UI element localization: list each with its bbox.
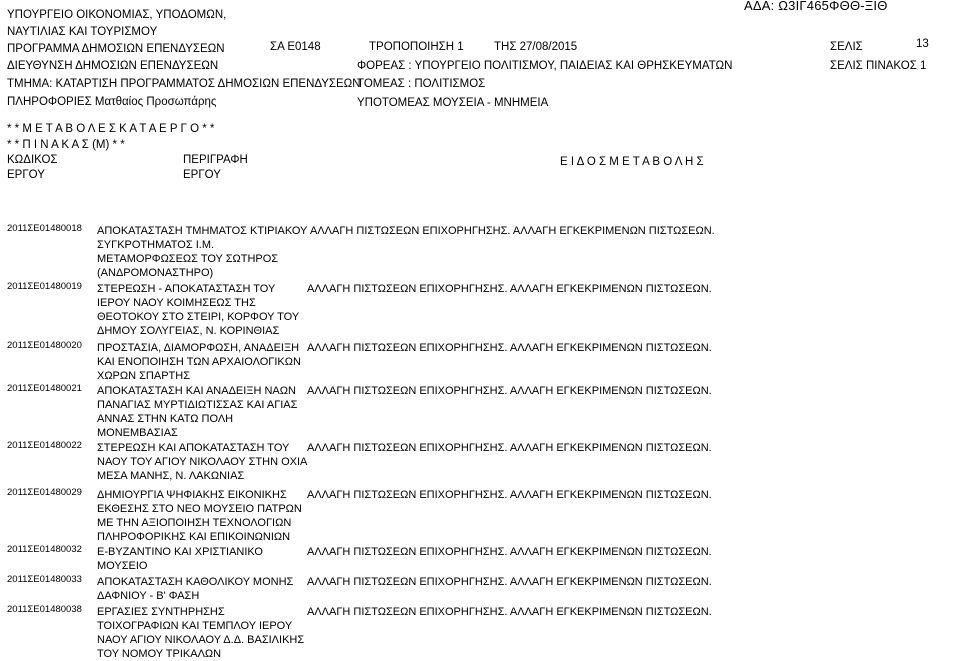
row-description-line: ΕΚΘΕΣΗΣ ΣΤΟ ΝΕΟ ΜΟΥΣΕΙΟ ΠΑΤΡΩΝ xyxy=(97,503,302,515)
row-code: 2011ΣΕ01480018 xyxy=(7,223,82,234)
row-description-line: ΕΡΓΑΣΙΕΣ ΣΥΝΤΗΡΗΣΗΣ xyxy=(97,606,225,618)
row-code: 2011ΣΕ01480021 xyxy=(7,383,82,394)
row-description-line: ΧΩΡΩΝ ΣΠΑΡΤΗΣ xyxy=(97,370,191,382)
sector-label: ΤΟΜΕΑΣ : ΠΟΛΙΤΙΣΜΟΣ xyxy=(357,78,486,90)
row-change-type: ΑΛΛΑΓΗ ΠΙΣΤΩΣΕΩΝ ΕΠΙΧΟΡΗΓΗΣΗΣ. ΑΛΛΑΓΗ ΕΓΚΕΚΡΙΜΕΝΩΝ ΠΙΣΤΩΣΕΩΝ. xyxy=(307,385,712,397)
row-description-line: ΤΟΥ ΝΟΜΟΥ ΤΡΙΚΑΛΩΝ xyxy=(97,648,222,660)
row-description xyxy=(97,545,263,573)
row-description-line: ΑΠΟΚΑΤΑΣΤΑΣΗ ΚΑΘΟΛΙΚΟΥ ΜΟΝΗΣ xyxy=(97,576,294,588)
row-description-line: ΝΑΟΥ ΤΟΥ ΑΓΙΟΥ ΝΙΚΟΛΑΟΥ ΣΤΗΝ ΟΧΙΑ xyxy=(97,456,308,468)
row-description-line: ΑΝΝΑΣ ΣΤΗΝ ΚΑΤΩ ΠΟΛΗ xyxy=(97,413,234,425)
row-description-line: ΔΗΜΙΟΥΡΓΙΑ ΨΗΦΙΑΚΗΣ ΕΙΚΟΝΙΚΗΣ xyxy=(97,489,287,501)
column-header-code-1: ΚΩΔΙΚΟΣ xyxy=(7,154,58,166)
row-description-line: ΣΤΕΡΕΩΣΗ ΚΑΙ ΑΠΟΚΑΤΑΣΤΑΣΗ ΤΟΥ xyxy=(97,442,290,454)
agency-label: ΦΟΡΕΑΣ : ΥΠΟΥΡΓΕΙΟ ΠΟΛΙΤΙΣΜΟΥ, ΠΑΙΔΕΙΑΣ ΚΑΙ ΘΡΗΣΚΕΥΜΑΤΩΝ xyxy=(357,60,733,72)
ministry-line-6: ΠΛΗΡΟΦΟΡΙΕΣ Ματθαίος Προσωπάρης xyxy=(7,96,217,108)
row-description xyxy=(97,341,301,383)
column-header-change: Ε Ι Δ Ο Σ Μ Ε Τ Α Β Ο Λ Η Σ xyxy=(560,156,704,168)
row-description xyxy=(97,605,304,661)
column-header-desc-1: ΠΕΡΙΓΡΑΦΗ xyxy=(183,154,248,166)
row-description-line: ΙΕΡΟΥ ΝΑΟΥ ΚΟΙΜΗΣΕΩΣ ΤΗΣ xyxy=(97,297,256,309)
row-description-line: ΔΑΦΝΙΟΥ - Β' ΦΑΣΗ xyxy=(97,590,200,602)
modification-date: ΤΗΣ 27/08/2015 xyxy=(494,41,578,53)
row-description xyxy=(97,282,299,338)
row-change-type: ΑΛΛΑΓΗ ΠΙΣΤΩΣΕΩΝ ΕΠΙΧΟΡΗΓΗΣΗΣ. ΑΛΛΑΓΗ ΕΓΚΕΚΡΙΜΕΝΩΝ ΠΙΣΤΩΣΕΩΝ. xyxy=(307,576,712,588)
sa-code: ΣΑ Ε0148 xyxy=(270,41,321,53)
row-description-line: ΠΡΟΣΤΑΣΙΑ, ΔΙΑΜΟΡΦΩΣΗ, ΑΝΑΔΕΙΞΗ xyxy=(97,342,300,354)
row-description-line: ΜΕ ΤΗΝ ΑΞΙΟΠΟΙΗΣΗ ΤΕΧΝΟΛΟΓΙΩΝ xyxy=(97,517,292,529)
row-code: 2011ΣΕ01480020 xyxy=(7,340,82,351)
row-description-line: ΑΠΟΚΑΤΑΣΤΑΣΗ ΤΜΗΜΑΤΟΣ ΚΤΙΡΙΑΚΟΥ xyxy=(97,225,308,237)
row-code: 2011ΣΕ01480029 xyxy=(7,487,82,498)
row-change-type: ΑΛΛΑΓΗ ΠΙΣΤΩΣΕΩΝ ΕΠΙΧΟΡΗΓΗΣΗΣ. ΑΛΛΑΓΗ ΕΓΚΕΚΡΙΜΕΝΩΝ ΠΙΣΤΩΣΕΩΝ. xyxy=(307,342,712,354)
row-code: 2011ΣΕ01480038 xyxy=(7,604,82,615)
ministry-line-2: ΝΑΥΤΙΛΙΑΣ ΚΑΙ ΤΟΥΡΙΣΜΟΥ xyxy=(7,26,158,38)
row-description-line: ΜΕΣΑ ΜΑΝΗΣ, Ν. ΛΑΚΩΝΙΑΣ xyxy=(97,470,245,482)
column-header-code-2: ΕΡΓΟΥ xyxy=(7,169,45,181)
row-change-type: ΑΛΛΑΓΗ ΠΙΣΤΩΣΕΩΝ ΕΠΙΧΟΡΗΓΗΣΗΣ. ΑΛΛΑΓΗ ΕΓΚΕΚΡΙΜΕΝΩΝ ΠΙΣΤΩΣΕΩΝ. xyxy=(307,546,712,558)
row-change-type: ΑΛΛΑΓΗ ΠΙΣΤΩΣΕΩΝ ΕΠΙΧΟΡΗΓΗΣΗΣ. ΑΛΛΑΓΗ ΕΓΚΕΚΡΙΜΕΝΩΝ ΠΙΣΤΩΣΕΩΝ. xyxy=(307,606,712,618)
table-title: * * Π Ι Ν Α Κ Α Σ (Μ) * * xyxy=(7,139,125,151)
row-description xyxy=(97,441,307,483)
row-description-line: ΚΑΙ ΕΝΟΠΟΙΗΣΗ ΤΩΝ ΑΡΧΑΙΟΛΟΓΙΚΩΝ xyxy=(97,356,301,368)
row-code: 2011ΣΕ01480032 xyxy=(7,544,82,555)
modification-label: ΤΡΟΠΟΠΟΙΗΣΗ 1 xyxy=(369,41,464,53)
row-description-line: ΠΛΗΡΟΦΟΡΙΚΗΣ ΚΑΙ ΕΠΙΚΟΙΝΩΝΙΩΝ xyxy=(97,531,291,543)
row-description-line: ΜΟΝΕΜΒΑΣΙΑΣ xyxy=(97,427,178,439)
row-description-line: ΘΕΟΤΟΚΟΥ ΣΤΟ ΣΤΕΙΡΙ, ΚΟΡΦΟΥ ΤΟΥ xyxy=(97,311,300,323)
page-number: 13 xyxy=(916,38,929,50)
row-code: 2011ΣΕ01480022 xyxy=(7,440,82,451)
row-description-line: ΠΑΝΑΓΙΑΣ ΜΥΡΤΙΔΙΩΤΙΣΣΑΣ ΚΑΙ ΑΓΙΑΣ xyxy=(97,399,298,411)
row-description-line: ΜΕΤΑΜΟΡΦΩΣΕΩΣ ΤΟΥ ΣΩΤΗΡΟΣ xyxy=(97,253,279,265)
row-code: 2011ΣΕ01480033 xyxy=(7,574,82,585)
subsector-label: ΥΠΟΤΟΜΕΑΣ ΜΟΥΣΕΙΑ - ΜΝΗΜΕΙΑ xyxy=(357,97,549,109)
row-description-line: ΝΑΟΥ ΑΓΙΟΥ ΝΙΚΟΛΑΟΥ Δ.Δ. ΒΑΣΙΛΙΚΗΣ xyxy=(97,634,305,646)
row-change-type: ΑΛΛΑΓΗ ΠΙΣΤΩΣΕΩΝ ΕΠΙΧΟΡΗΓΗΣΗΣ. ΑΛΛΑΓΗ ΕΓΚΕΚΡΙΜΕΝΩΝ ΠΙΣΤΩΣΕΩΝ. xyxy=(307,283,712,295)
row-description-line: ΜΟΥΣΕΙΟ xyxy=(97,560,148,572)
row-description-line: ΣΥΓΚΡΟΤΗΜΑΤΟΣ Ι.Μ. xyxy=(97,239,215,251)
ministry-line-3: ΠΡΟΓΡΑΜΜΑ ΔΗΜΟΣΙΩΝ ΕΠΕΝΔΥΣΕΩΝ xyxy=(7,43,225,55)
row-description xyxy=(97,224,307,280)
table-page-label: ΣΕΛΙΣ ΠΙΝΑΚΟΣ 1 xyxy=(830,60,927,72)
row-description xyxy=(97,488,302,544)
row-description xyxy=(97,384,297,440)
ada-code: ΑΔΑ: Ω3ΙΓ465ΦΘΘ-ΞΙΘ xyxy=(744,0,888,13)
row-description-line: Ε-ΒΥΖΑΝΤΙΝΟ ΚΑΙ ΧΡΙΣΤΙΑΝΙΚΟ xyxy=(97,546,263,558)
row-change-type: ΑΛΛΑΓΗ ΠΙΣΤΩΣΕΩΝ ΕΠΙΧΟΡΗΓΗΣΗΣ. ΑΛΛΑΓΗ ΕΓΚΕΚΡΙΜΕΝΩΝ ΠΙΣΤΩΣΕΩΝ. xyxy=(310,225,715,237)
row-description xyxy=(97,575,293,603)
page-label: ΣΕΛΙΣ xyxy=(830,41,863,53)
row-description-line: ΔΗΜΟΥ ΣΟΛΥΓΕΙΑΣ, Ν. ΚΟΡΙΝΘΙΑΣ xyxy=(97,325,280,337)
row-description-line: (ΑΝΔΡΟΜΟΝΑΣΤΗΡΟ) xyxy=(97,267,214,279)
ministry-line-1: ΥΠΟΥΡΓΕΙΟ ΟΙΚΟΝΟΜΙΑΣ, ΥΠΟΔΟΜΩΝ, xyxy=(7,9,227,21)
changes-title: * * Μ Ε Τ Α Β Ο Λ Ε Σ Κ Α Τ Α Ε Ρ Γ Ο * * xyxy=(7,123,215,135)
row-code: 2011ΣΕ01480019 xyxy=(7,281,82,292)
ministry-line-5: ΤΜΗΜΑ: ΚΑΤΑΡΤΙΣΗ ΠΡΟΓΡΑΜΜΑΤΟΣ ΔΗΜΟΣΙΩΝ ΕΠΕΝΔΥΣΕΩΝ xyxy=(7,78,361,90)
row-change-type: ΑΛΛΑΓΗ ΠΙΣΤΩΣΕΩΝ ΕΠΙΧΟΡΗΓΗΣΗΣ. ΑΛΛΑΓΗ ΕΓΚΕΚΡΙΜΕΝΩΝ ΠΙΣΤΩΣΕΩΝ. xyxy=(307,489,712,501)
row-description-line: ΣΤΕΡΕΩΣΗ - ΑΠΟΚΑΤΑΣΤΑΣΗ ΤΟΥ xyxy=(97,283,276,295)
row-change-type: ΑΛΛΑΓΗ ΠΙΣΤΩΣΕΩΝ ΕΠΙΧΟΡΗΓΗΣΗΣ. ΑΛΛΑΓΗ ΕΓΚΕΚΡΙΜΕΝΩΝ ΠΙΣΤΩΣΕΩΝ. xyxy=(307,442,712,454)
column-header-desc-2: ΕΡΓΟΥ xyxy=(183,169,221,181)
row-description-line: ΤΟΙΧΟΓΡΑΦΙΩΝ ΚΑΙ ΤΕΜΠΛΟΥ ΙΕΡΟΥ xyxy=(97,620,293,632)
ministry-line-4: ΔΙΕΥΘΥΝΣΗ ΔΗΜΟΣΙΩΝ ΕΠΕΝΔΥΣΕΩΝ xyxy=(7,60,219,72)
row-description-line: ΑΠΟΚΑΤΑΣΤΑΣΗ ΚΑΙ ΑΝΑΔΕΙΞΗ ΝΑΩΝ xyxy=(97,385,296,397)
